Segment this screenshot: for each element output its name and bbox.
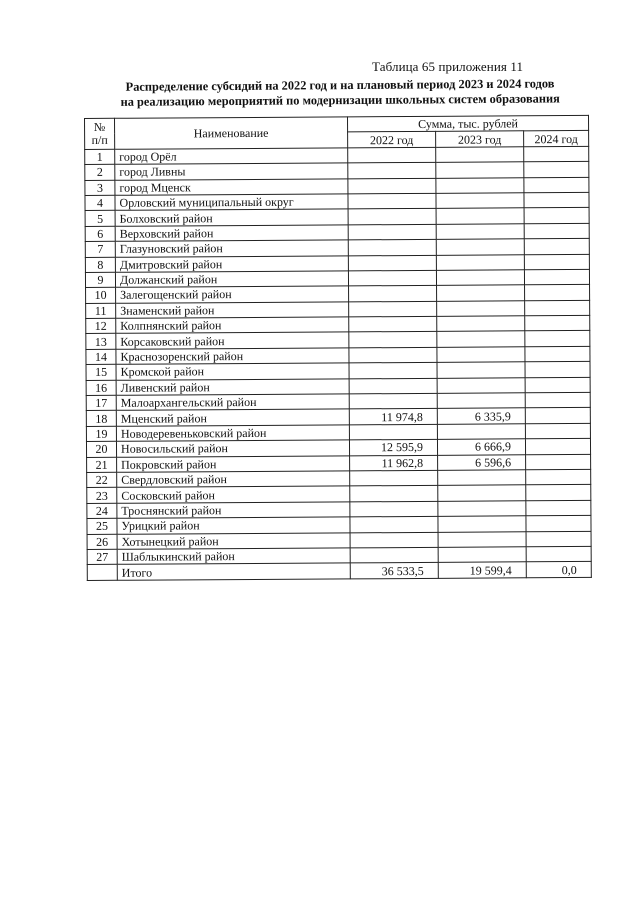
row-name: Должанский район — [115, 271, 348, 288]
header-year-2022: 2022 год — [348, 132, 436, 148]
total-row — [87, 562, 591, 580]
row-name: город Мценск — [115, 178, 348, 195]
document-title — [100, 76, 580, 110]
row-value-2024 — [525, 439, 590, 455]
row-value-2022 — [349, 301, 437, 317]
row-value-2023: 6 335,9 — [437, 408, 525, 424]
row-value-2022 — [350, 532, 438, 548]
row-number: 1 — [85, 149, 115, 165]
total-2023: 19 599,4 — [438, 562, 526, 578]
row-name: Краснозоренский район — [116, 348, 349, 365]
row-value-2023 — [436, 239, 524, 255]
row-number: 24 — [87, 503, 117, 519]
row-name: Ливенский район — [116, 379, 349, 396]
row-value-2023 — [437, 331, 525, 347]
row-value-2024 — [524, 254, 589, 270]
row-number: 23 — [87, 488, 117, 504]
total-label: Итого — [117, 563, 350, 580]
row-name: Новодеревеньковский район — [116, 425, 349, 442]
row-name: Орловский муниципальный округ — [115, 194, 348, 211]
row-value-2022 — [350, 547, 438, 563]
row-number: 22 — [87, 472, 117, 488]
row-number: 12 — [86, 318, 116, 334]
row-value-2024 — [526, 454, 591, 470]
header-sum: Сумма, тыс. рублей — [347, 115, 588, 132]
row-value-2024 — [525, 362, 590, 378]
row-value-2024 — [524, 162, 589, 178]
row-value-2022 — [348, 209, 436, 225]
row-number: 25 — [87, 518, 117, 534]
row-value-2023 — [437, 393, 525, 409]
row-value-2024 — [526, 500, 591, 516]
row-value-2022 — [348, 224, 436, 240]
row-number: 7 — [85, 241, 115, 257]
row-value-2022 — [348, 193, 436, 209]
total-2022: 36 533,5 — [350, 563, 438, 579]
row-number: 18 — [86, 411, 116, 427]
row-name: Глазуновский район — [115, 240, 348, 257]
row-value-2022 — [349, 316, 437, 332]
row-value-2024 — [525, 377, 590, 393]
row-value-2024 — [525, 315, 590, 331]
row-name: город Орёл — [115, 148, 348, 165]
row-value-2023 — [436, 162, 524, 178]
row-value-2022: 11 962,8 — [350, 455, 438, 471]
row-name: Покровский район — [117, 455, 350, 472]
row-number: 20 — [86, 442, 116, 458]
row-value-2022 — [350, 486, 438, 502]
row-value-2022 — [350, 517, 438, 533]
row-value-2022 — [349, 424, 437, 440]
row-value-2024 — [525, 423, 590, 439]
subsidy-table — [84, 115, 592, 581]
row-value-2022 — [349, 378, 437, 394]
row-name: Колпнянский район — [116, 317, 349, 334]
row-value-2023: 6 596,6 — [438, 454, 526, 470]
row-value-2024 — [525, 346, 590, 362]
row-value-2023 — [438, 501, 526, 517]
row-value-2022 — [348, 255, 436, 271]
row-value-2023 — [437, 377, 525, 393]
row-value-2024 — [524, 177, 589, 193]
row-value-2024 — [525, 300, 590, 316]
row-number: 14 — [86, 349, 116, 365]
row-name: Дмитровский район — [115, 255, 348, 272]
row-value-2024 — [525, 408, 590, 424]
total-num-cell — [87, 565, 117, 581]
row-value-2024 — [524, 192, 589, 208]
row-value-2023 — [438, 485, 526, 501]
row-number: 19 — [86, 426, 116, 442]
row-value-2024 — [526, 516, 591, 532]
row-value-2023 — [437, 316, 525, 332]
row-value-2022 — [348, 270, 436, 286]
row-value-2022 — [348, 147, 436, 163]
row-name: Новосильский район — [116, 440, 349, 457]
row-value-2023 — [438, 531, 526, 547]
row-name: Шаблыкинский район — [117, 548, 350, 565]
row-value-2022 — [350, 501, 438, 517]
row-value-2022 — [349, 347, 437, 363]
row-name: Кромской район — [116, 363, 349, 380]
row-name: Залегощенский район — [116, 286, 349, 303]
row-number: 3 — [85, 180, 115, 196]
row-value-2023 — [438, 516, 526, 532]
row-value-2023 — [437, 285, 525, 301]
row-name: Мценский район — [116, 409, 349, 426]
row-value-2023 — [436, 270, 524, 286]
row-number: 6 — [85, 226, 115, 242]
row-name: Знаменский район — [116, 302, 349, 319]
row-value-2022 — [348, 178, 436, 194]
row-value-2022: 12 595,9 — [349, 440, 437, 456]
row-name: Хотынецкий район — [117, 532, 350, 549]
header-num: № п/п — [85, 118, 115, 149]
row-value-2022: 11 974,8 — [349, 409, 437, 425]
table-caption: Таблица 65 приложения 11 — [372, 59, 524, 74]
row-value-2022 — [349, 363, 437, 379]
title-line-2: на реализацию мероприятий по модернизации школьных систем образования — [120, 91, 560, 109]
header-year-2024: 2024 год — [524, 131, 589, 147]
row-name: Верховский район — [115, 225, 348, 242]
row-name: Свердловский район — [117, 471, 350, 488]
row-number: 8 — [85, 257, 115, 273]
row-name: Малоархангельский район — [116, 394, 349, 411]
row-number: 15 — [86, 365, 116, 381]
row-value-2023 — [436, 177, 524, 193]
row-value-2022 — [349, 286, 437, 302]
row-value-2024 — [526, 531, 591, 547]
row-number: 11 — [86, 303, 116, 319]
row-value-2022 — [349, 393, 437, 409]
row-value-2024 — [526, 485, 591, 501]
row-value-2022 — [348, 163, 436, 179]
header-year-2023: 2023 год — [436, 131, 524, 147]
row-number: 10 — [86, 288, 116, 304]
row-value-2023 — [438, 470, 526, 486]
row-number: 2 — [85, 164, 115, 180]
row-value-2024 — [526, 546, 591, 562]
row-value-2024 — [525, 285, 590, 301]
row-value-2023 — [436, 254, 524, 270]
row-name: Сосковский район — [117, 486, 350, 503]
row-value-2022 — [349, 332, 437, 348]
row-name: Корсаковский район — [116, 332, 349, 349]
row-number: 17 — [86, 395, 116, 411]
row-value-2023 — [436, 147, 524, 163]
row-value-2024 — [526, 469, 591, 485]
table-body — [85, 146, 592, 565]
row-value-2023 — [436, 193, 524, 209]
row-number: 13 — [86, 334, 116, 350]
row-value-2023 — [437, 424, 525, 440]
row-number: 21 — [87, 457, 117, 473]
row-number: 26 — [87, 534, 117, 550]
row-value-2023 — [436, 224, 524, 240]
row-number: 5 — [85, 211, 115, 227]
row-number: 9 — [85, 272, 115, 288]
row-value-2023 — [437, 347, 525, 363]
row-name: город Ливны — [115, 163, 348, 180]
row-value-2023 — [436, 208, 524, 224]
row-value-2024 — [524, 208, 589, 224]
row-number: 4 — [85, 195, 115, 211]
row-value-2022 — [350, 470, 438, 486]
row-value-2024 — [524, 223, 589, 239]
row-value-2023 — [437, 300, 525, 316]
row-number: 27 — [87, 549, 117, 565]
row-value-2024 — [525, 392, 590, 408]
row-name: Урицкий район — [117, 517, 350, 534]
title-line-1: Распределение субсидий на 2022 год и на плановый период 2023 и 2024 годов — [125, 76, 555, 94]
row-name: Троснянский район — [117, 502, 350, 519]
row-value-2023: 6 666,9 — [437, 439, 525, 455]
row-value-2024 — [524, 269, 589, 285]
row-value-2024 — [525, 331, 590, 347]
row-name: Болховский район — [115, 209, 348, 226]
row-value-2024 — [524, 239, 589, 255]
row-value-2023 — [437, 362, 525, 378]
row-value-2022 — [348, 239, 436, 255]
header-name: Наименование — [115, 117, 348, 149]
total-2024: 0,0 — [526, 562, 591, 578]
row-number: 16 — [86, 380, 116, 396]
row-value-2024 — [524, 146, 589, 162]
row-value-2023 — [438, 547, 526, 563]
